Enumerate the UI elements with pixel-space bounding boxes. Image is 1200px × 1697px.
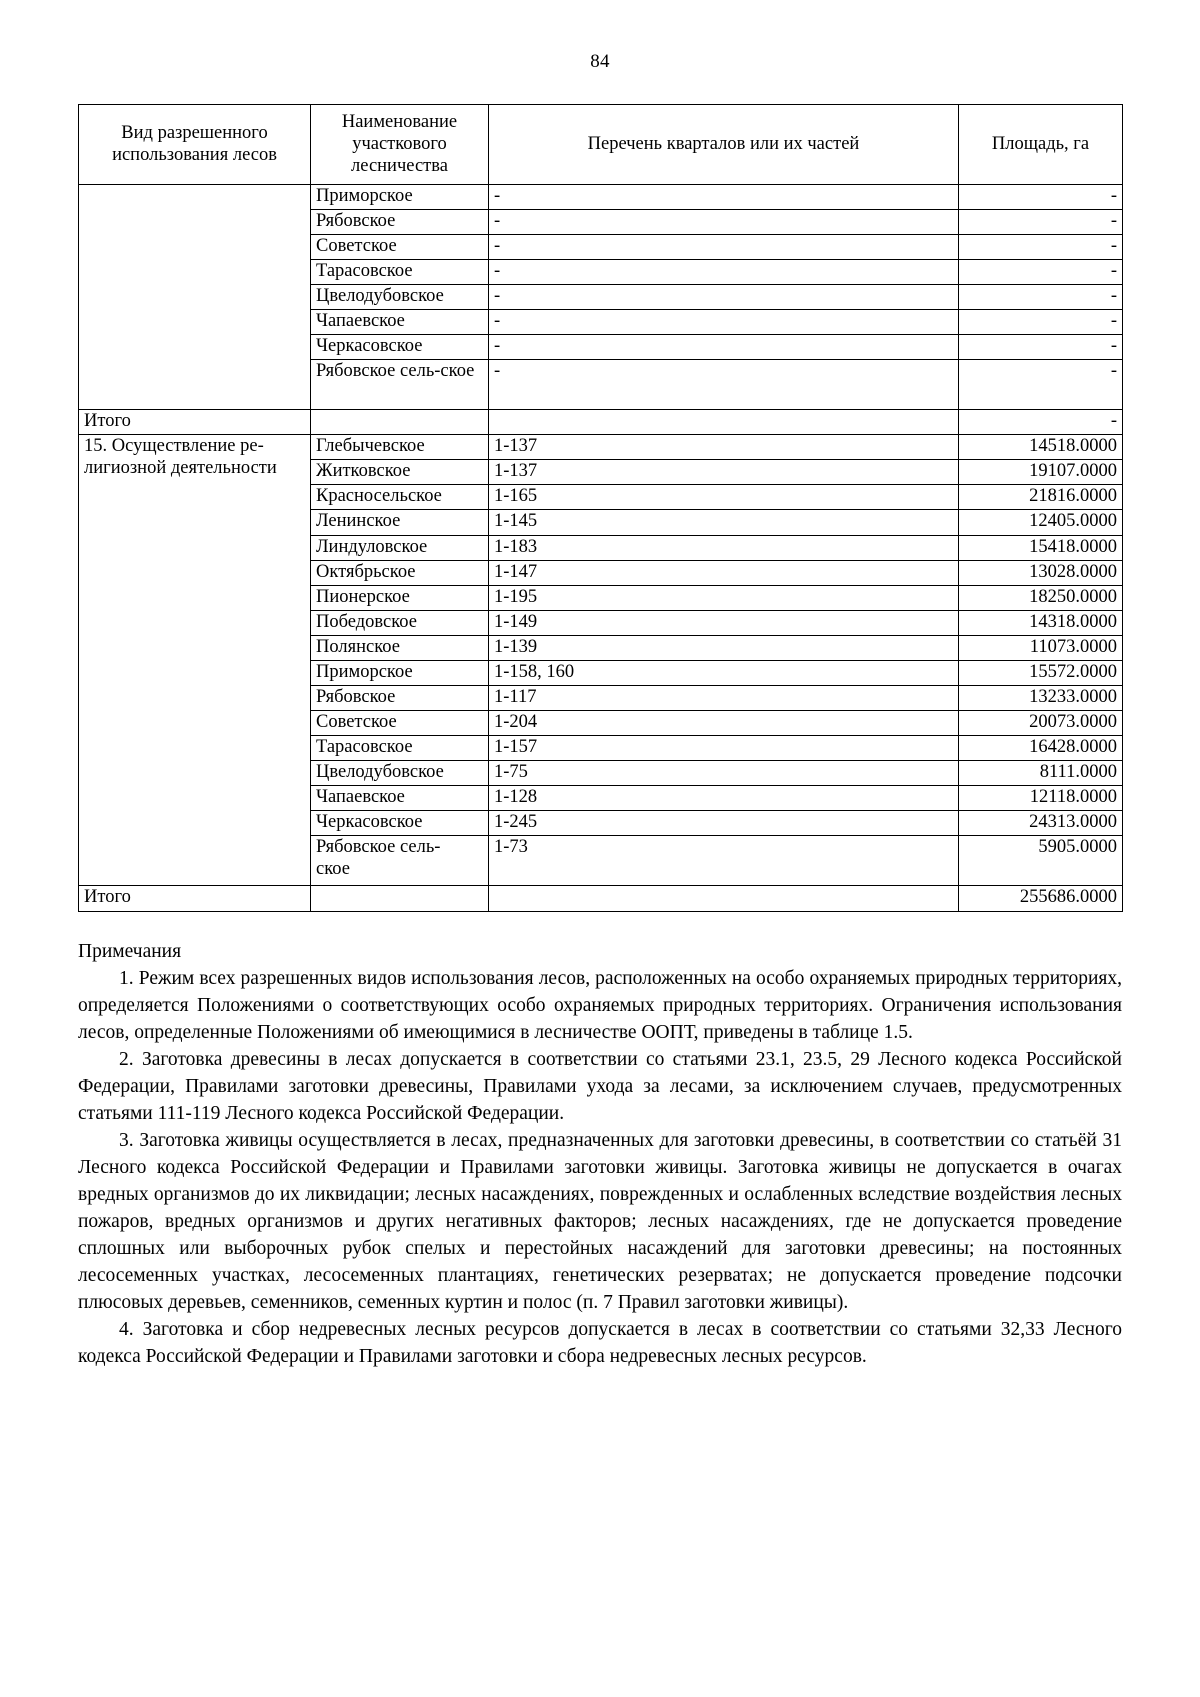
- cell-forestry-name-text: Рябовское сель-ское: [316, 361, 475, 382]
- cell-area: -: [959, 259, 1123, 284]
- cell-quarters: -: [489, 184, 959, 209]
- cell-forestry-name: Советское: [311, 711, 489, 736]
- cell-forestry-name: Полянское: [311, 635, 489, 660]
- cell-quarters: -: [489, 335, 959, 360]
- cell-use-type-section1: [79, 184, 311, 410]
- cell-quarters: 1-147: [489, 560, 959, 585]
- cell-forestry-name: Тарасовское: [311, 736, 489, 761]
- cell-total-area: -: [959, 410, 1123, 435]
- cell-forestry-name: Рябовское: [311, 209, 489, 234]
- column-header-area: Площадь, га: [959, 105, 1123, 185]
- cell-quarters: -: [489, 234, 959, 259]
- cell-total-name-empty: [311, 410, 489, 435]
- cell-forestry-name: Победовское: [311, 610, 489, 635]
- note-item-4: 4. Заготовка и сбор недревесных лесных ресурсов допускается в лесах в соответствии со статьями 32,33 Лесного кодекса Российской Федерации и Правилами заготовки и сбора недревесных лесных ресурсов.: [78, 1318, 1122, 1367]
- cell-forestry-name: [311, 360, 489, 410]
- cell-forestry-name: Приморское: [311, 184, 489, 209]
- cell-area: 12405.0000: [959, 510, 1123, 535]
- cell-quarters: 1-158, 160: [489, 660, 959, 685]
- notes-title: Примечания: [78, 940, 182, 962]
- cell-area: 16428.0000: [959, 736, 1123, 761]
- table-container: [0, 104, 1200, 912]
- cell-area: 15572.0000: [959, 660, 1123, 685]
- note-item-2: 2. Заготовка древесины в лесах допускается в соответствии со статьями 23.1, 23.5, 29 Лесного кодекса Российской Федерации, Правилами заготовки древесины, Правилами ухода за лесами, за исключением случаев, предусмотренных статьями 111-119 Лесного кодекса Российской Федерации.: [78, 1048, 1122, 1124]
- table-total-row: [79, 886, 1123, 911]
- cell-area: 24313.0000: [959, 811, 1123, 836]
- cell-forestry-name: Чапаевское: [311, 309, 489, 334]
- cell-forestry-name: Красносельское: [311, 485, 489, 510]
- cell-area: 12118.0000: [959, 786, 1123, 811]
- cell-quarters: 1-145: [489, 510, 959, 535]
- cell-forestry-name: [311, 836, 489, 886]
- cell-forestry-name: Черкасовское: [311, 335, 489, 360]
- column-header-forestry-name: Наименование участкового лесничества: [311, 105, 489, 185]
- table-total-row: [79, 410, 1123, 435]
- cell-forestry-name-line1: Рябовское сель-: [316, 837, 441, 858]
- cell-quarters: -: [489, 259, 959, 284]
- cell-area: 19107.0000: [959, 460, 1123, 485]
- table-header: [79, 105, 1123, 185]
- cell-quarters: 1-157: [489, 736, 959, 761]
- cell-total-quarters-empty: [489, 410, 959, 435]
- cell-forestry-name: Приморское: [311, 660, 489, 685]
- cell-quarters: 1-139: [489, 635, 959, 660]
- cell-area: -: [959, 234, 1123, 259]
- cell-area: -: [959, 360, 1123, 410]
- cell-forestry-name: Житковское: [311, 460, 489, 485]
- cell-forestry-name: Линдуловское: [311, 535, 489, 560]
- cell-quarters: 1-73: [489, 836, 959, 886]
- cell-forestry-name: Советское: [311, 234, 489, 259]
- cell-area: -: [959, 309, 1123, 334]
- cell-area: 18250.0000: [959, 585, 1123, 610]
- cell-forestry-name: Ленинское: [311, 510, 489, 535]
- cell-forestry-name: Цвелодубовское: [311, 761, 489, 786]
- cell-quarters: -: [489, 360, 959, 410]
- cell-forestry-name: Глебычевское: [311, 435, 489, 460]
- cell-quarters: 1-137: [489, 435, 959, 460]
- cell-use-type-line1: 15. Осуществление ре-: [84, 436, 264, 457]
- cell-quarters: 1-195: [489, 585, 959, 610]
- cell-quarters: 1-117: [489, 685, 959, 710]
- cell-quarters: 1-137: [489, 460, 959, 485]
- cell-quarters: 1-128: [489, 786, 959, 811]
- cell-area: 14318.0000: [959, 610, 1123, 635]
- table-row: [79, 184, 1123, 209]
- cell-forestry-name: Октябрьское: [311, 560, 489, 585]
- cell-forestry-name-line2: ское: [316, 858, 350, 879]
- column-header-quarters-list: Перечень кварталов или их частей: [489, 105, 959, 185]
- table-row: [79, 435, 1123, 460]
- cell-area: -: [959, 335, 1123, 360]
- cell-quarters: 1-245: [489, 811, 959, 836]
- cell-forestry-name: Черкасовское: [311, 811, 489, 836]
- cell-quarters: 1-183: [489, 535, 959, 560]
- cell-area: 8111.0000: [959, 761, 1123, 786]
- cell-forestry-name: Рябовское: [311, 685, 489, 710]
- cell-area: -: [959, 184, 1123, 209]
- note-item-3: 3. Заготовка живицы осуществляется в лесах, предназначенных для заготовки древесины, в соответствии со статьёй 31 Лесного кодекса Российской Федерации и Правилами заготовки живицы. Заготовка живицы не допускается в очагах вредных организмов до их ликвидации; лесных насаждениях, поврежденных и ослабленных вследствие воздействия лесных пожаров, вредных организмов и других негативных факторов; лесных насаждениях, где не допускается проведение сплошных или выборочных рубок спелых и перестойных насаждений для заготовки древесины; на постоянных лесосеменных участках, лесосеменных плантациях, генетических резерватах; не допускается проведение подсочки плюсовых деревьев, семенников, семенных куртин и полос (п. 7 Правил заготовки живицы).: [78, 1129, 1122, 1313]
- notes-section: [0, 938, 1200, 1370]
- permitted-use-table: [78, 104, 1123, 912]
- cell-total-name-empty: [311, 886, 489, 911]
- cell-quarters: 1-75: [489, 761, 959, 786]
- cell-forestry-name: Чапаевское: [311, 786, 489, 811]
- cell-area: 15418.0000: [959, 535, 1123, 560]
- cell-forestry-name: Цвелодубовское: [311, 284, 489, 309]
- cell-forestry-name: Тарасовское: [311, 259, 489, 284]
- cell-area: 11073.0000: [959, 635, 1123, 660]
- cell-use-type-section2: [79, 435, 311, 886]
- cell-use-type-line2: лигиозной деятельности: [84, 457, 277, 478]
- cell-quarters: -: [489, 284, 959, 309]
- cell-quarters: -: [489, 309, 959, 334]
- cell-total-label: Итого: [79, 410, 311, 435]
- cell-area: 21816.0000: [959, 485, 1123, 510]
- column-header-use-type: Вид разрешенного использования лесов: [79, 105, 311, 185]
- cell-area: -: [959, 284, 1123, 309]
- table-body: [79, 184, 1123, 911]
- cell-forestry-name: Пионерское: [311, 585, 489, 610]
- cell-total-area: 255686.0000: [959, 886, 1123, 911]
- table-header-row: [79, 105, 1123, 185]
- cell-quarters: 1-204: [489, 711, 959, 736]
- page-number: 84: [590, 51, 610, 72]
- cell-total-label: Итого: [79, 886, 311, 911]
- cell-area: 5905.0000: [959, 836, 1123, 886]
- cell-quarters: 1-165: [489, 485, 959, 510]
- cell-quarters: -: [489, 209, 959, 234]
- cell-area: 13028.0000: [959, 560, 1123, 585]
- note-item-1: 1. Режим всех разрешенных видов использования лесов, расположенных на особо охраняемых природных территориях, определяется Положениями о соответствующих особо охраняемых природных территориях. Ограничения использования лесов, определенные Положениями об имеющимися в лесничестве ООПТ, приведены в таблице 1.5.: [78, 967, 1122, 1043]
- cell-area: -: [959, 209, 1123, 234]
- cell-area: 14518.0000: [959, 435, 1123, 460]
- cell-quarters: 1-149: [489, 610, 959, 635]
- cell-area: 20073.0000: [959, 711, 1123, 736]
- cell-total-quarters-empty: [489, 886, 959, 911]
- cell-area: 13233.0000: [959, 685, 1123, 710]
